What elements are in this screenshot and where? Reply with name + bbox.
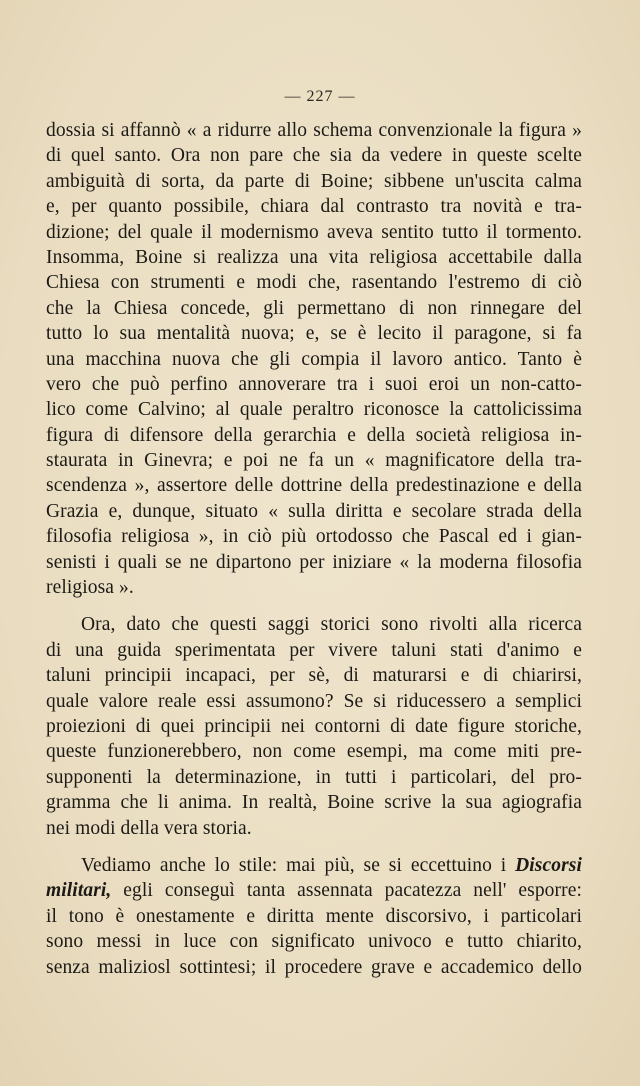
text-line: e, per quanto possibile, chiara dal contrasto tra novità e tra-	[46, 196, 582, 218]
text-line	[46, 853, 582, 878]
text-line: senisti i quali se ne dipartono per iniziare « la moderna filosofia	[46, 551, 582, 573]
text-line: ambiguità di sorta, da parte di Boine; sibbene un'uscita calma	[46, 170, 582, 192]
text-line	[46, 878, 582, 903]
text-line: Ora, dato che questi saggi storici sono rivolti alla ricerca	[81, 614, 582, 636]
text-line: Grazia e, dunque, situato « sulla diritta e secolare strada della	[46, 500, 582, 522]
text-line: figura di difensore della gerarchia e della società religiosa in-	[46, 424, 582, 446]
text-run: Vediamo anche lo stile: mai più, se si eccettuino i	[81, 854, 516, 876]
text-line: scendenza », assertore delle dottrine della predestinazione e della	[46, 475, 582, 497]
text-line: gramma che li anima. In realtà, Boine scrive la sua agiografia	[46, 792, 582, 814]
text-line: taluni principii incapaci, per sè, di maturarsi e di chiarirsi,	[46, 665, 582, 687]
text-line: staurata in Ginevra; e poi ne fa un « magnificatore della tra-	[46, 450, 582, 472]
paragraph-gap	[46, 600, 582, 612]
text-line: Insomma, Boine si realizza una vita religiosa accettabile dalla	[46, 246, 582, 268]
text-line: proiezioni di quei principii nei contorni di date figure storiche,	[46, 715, 582, 737]
text-line: senza maliziosl sottintesi; il procedere grave e accademico dello	[46, 956, 582, 978]
text-line: supponenti la determinazione, in tutti i particolari, del pro-	[46, 766, 582, 788]
page-number: — 227 —	[284, 88, 356, 105]
text-line: una macchina nuova che gli compia il lavoro antico. Tanto è	[46, 348, 582, 370]
text-line: Chiesa con strumenti e modi che, rasentando l'estremo di ciò	[46, 272, 582, 294]
text-line: di una guida sperimentata per vivere taluni stati d'animo e	[46, 639, 582, 661]
text-line: sono messi in luce con significato univoco e tutto chiarito,	[46, 931, 582, 953]
italic-title: Discorsi	[515, 854, 582, 876]
text-line: quale valore reale essi assumono? Se si riducessero a semplici	[46, 690, 582, 712]
paragraph-2	[46, 612, 582, 841]
paragraph-gap	[46, 841, 582, 853]
paragraph-3	[46, 853, 582, 980]
text-line: queste funzionerebbero, non come esempi, ma come miti pre-	[46, 741, 582, 763]
text-line: filosofia religiosa », in ciò più ortodosso che Pascal ed i gian-	[46, 526, 582, 548]
text-run: egli conseguì tanta assennata pacatezza nell' esporre:	[111, 880, 582, 902]
text-line: il tono è onestamente e diritta mente discorsivo, i particolari	[46, 905, 582, 927]
text-line: vero che può perfino annoverare tra i suoi eroi un non-catto-	[46, 373, 582, 395]
text-line: nei modi della vera storia.	[46, 817, 252, 839]
text-line: dizione; del quale il modernismo aveva sentito tutto il tormento.	[46, 221, 582, 243]
italic-title: militari,	[46, 880, 112, 902]
text-line: lico come Calvino; al quale peraltro riconosce la cattolicissima	[46, 399, 582, 421]
body-text	[46, 118, 582, 980]
text-line: di quel santo. Ora non pare che sia da vedere in queste scelte	[46, 145, 582, 167]
paragraph-1	[46, 118, 582, 600]
text-line: dossia si affannò « a ridurre allo schema convenzionale la figura »	[46, 120, 582, 141]
text-line: che la Chiesa concede, gli permettano di non rinnegare del	[46, 297, 582, 319]
text-line: religiosa ».	[46, 577, 134, 599]
text-line: tutto lo sua mentalità nuova; e, se è lecito il paragone, si fa	[46, 323, 582, 345]
